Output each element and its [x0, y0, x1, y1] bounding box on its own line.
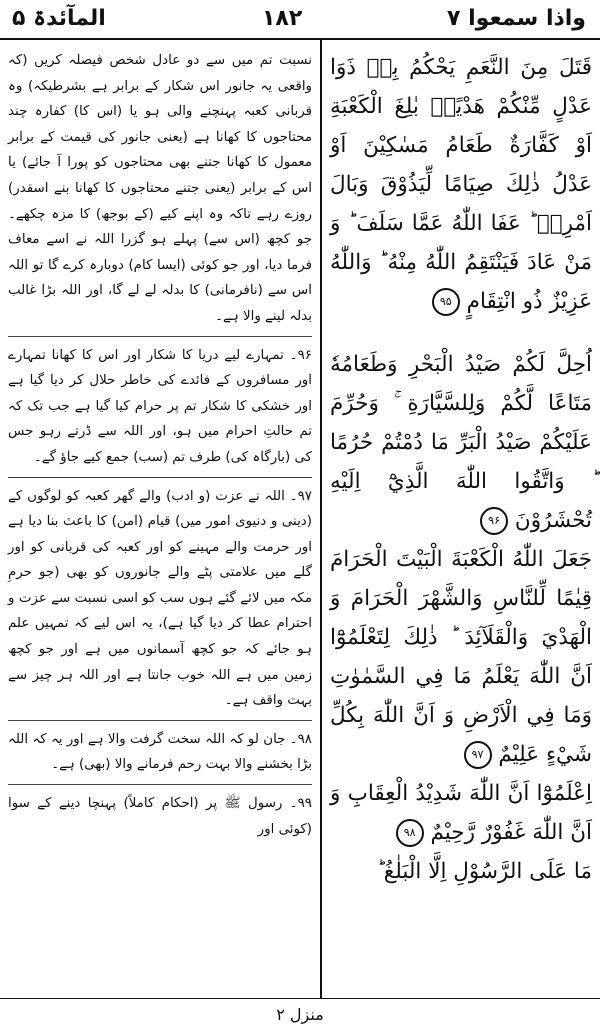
urdu-translation-column: [8, 48, 312, 846]
translation-paragraph: ۹۷۔ اللہ نے عزت (و ادب) والے گھر کعبہ کو لوگوں کے (دینی و دنیوی امور میں) قیام (امن) کا باعث بنا دیا ہے اور حرمت والے مہینے کو اور کعبہ کی قربانی کو اور گلے میں علامتی پٹے والے جانوروں کو بھی (جو حرمِ مکہ میں لائے گئے ہوں سب کو اسی نسبت سے عزت و احترام عطا کر دیا گیا ہے)، یہ اس لیے کہ تمہیں علم ہو جائے کہ جو کچھ آسمانوں میں ہے اور جو کچھ زمین میں ہے اللہ خوب جانتا ہے اور اللہ ہر چیز سے بہت واقف ہے۔: [8, 488, 312, 709]
ayah-95: [330, 48, 592, 321]
footer-rule: [0, 998, 600, 999]
ayah-text: قَتَلَ مِنَ النَّعَمِ يَحْكُمُ بِهٖ ذَوَا عَدْلٍ مِّنْكُمْ هَدْيًاۢ بٰلِغَ الْكَعْبَةِ اَوْ كَفَّارَةٌ طَعَامُ مَسٰكِيْنَ اَوْ عَدْلُ ذٰلِكَ صِيَامًا لِّيَذُوْقَ وَبَالَ اَمْرِهٖ ؕ عَفَا اللّٰهُ عَمَّا سَلَفَ ؕ وَ مَنْ عَادَ فَيَنْتَقِمُ اللّٰهُ مِنْهُ ؕ وَاللّٰهُ عَزِيْزٌ ذُو انْتِقَامٍ: [330, 55, 592, 314]
ayah-gap: [330, 321, 592, 345]
ayah-number-marker: ۹۷: [464, 741, 492, 769]
ayah-96: [330, 345, 592, 540]
paragraph-divider: [8, 784, 312, 785]
ayah-number-marker: ۹۵: [432, 288, 460, 316]
translation-paragraph: نسبت تم میں سے دو عادل شخص فیصلہ کریں (کہ واقعی یہ جانور اس شکار کے برابر ہے بشرطیکہ) وہ قربانی کعبہ پہنچنے والی ہو یا (اس کا) کفارہ چند محتاجوں کا کھانا ہے (یعنی جانور کی قیمت کے برابر معمول کا کھانا جتنے بھی محتاجوں کو پورا آ جائے) یا اس کے برابر (یعنی جتنے محتاجوں کا کھانا بنے اسقدر) روزے رہے تاکہ وہ اپنے کیے (کے بوجھ) کا مزہ چکھے۔ جو کچھ (اس سے) پہلے ہو گزرا اللہ نے اسے معاف فرما دیا، اور جو کوئی (ایسا کام) دوبارہ کرے گا تو اللہ اس سے (نافرمانی) کا بدلہ لے لے گا، اور اللہ بڑا غالب بدلہ لینے والا ہے۔: [8, 53, 312, 324]
ayah-number-marker: ۹۶: [480, 507, 508, 535]
ayah-98: [330, 774, 592, 852]
column-divider: [320, 40, 322, 998]
header-rule: [0, 38, 600, 40]
ayah-97: [330, 540, 592, 774]
paragraph-divider: [8, 336, 312, 337]
paragraph-divider: [8, 720, 312, 721]
translation-paragraph: ۹۹۔ رسول ﷺ پر (احکام کاملاً) پہنچا دینے کے سوا (کوئی اور: [8, 796, 312, 837]
translation-paragraph: ۹۶۔ تمہارے لیے دریا کا شکار اور اس کا کھانا تمہارے اور مسافروں کے فائدے کی خاطر حلال کر دیا گیا ہے اور خشکی کا شکار تم پر حرام کیا گیا ہے جب تک کہ تم حالتِ احرام میں ہو، اور اللہ سے ڈرتے رہو جس کی (بارگاہ کی) طرف تم (سب) جمع کیے جاؤ گے۔: [8, 347, 312, 465]
translation-paragraph: ۹۸۔ جان لو کہ اللہ سخت گرفت والا ہے اور یہ کہ اللہ بڑا بخشنے والا بہت رحم فرمانے والا (بھی) ہے۔: [8, 731, 312, 773]
arabic-text-column: [330, 48, 592, 891]
juz-name: واذا سمعوا ۷: [447, 6, 586, 31]
paragraph-divider: [8, 477, 312, 478]
page-number: ۱۸۲: [262, 6, 303, 31]
ayah-text: اُحِلَّ لَكُمْ صَيْدُ الْبَحْرِ وَطَعَامُهٗ مَتَاعًا لَّكُمْ وَلِلسَّيَّارَةِ ۚ وَحُرِّمَ عَلَيْكُمْ صَيْدُ الْبَرِّ مَا دُمْتُمْ حُرُمًا ؕ وَاتَّقُوا اللّٰهَ الَّذِيْٓ اِلَيْهِ تُحْشَرُوْنَ: [330, 352, 592, 533]
ayah-number-marker: ۹۸: [396, 819, 424, 847]
ayah-99-start: [330, 852, 592, 891]
page-header: [0, 0, 600, 38]
ayah-text: جَعَلَ اللّٰهُ الْكَعْبَةَ الْبَيْتَ الْحَرَامَ قِيٰمًا لِّلنَّاسِ وَالشَّهْرَ الْحَرَامَ وَ الْهَدْيَ وَالْقَلَآئِدَ ؕ ذٰلِكَ لِتَعْلَمُوْٓا اَنَّ اللّٰهَ يَعْلَمُ مَا فِي السَّمٰوٰتِ وَمَا فِي الْاَرْضِ وَ اَنَّ اللّٰهَ بِكُلِّ شَيْءٍ عَلِيْمٌ: [330, 547, 592, 767]
surah-name: المآئدۃ ۵: [12, 6, 106, 31]
ayah-text: مَا عَلَى الرَّسُوْلِ اِلَّا الْبَلٰغُ ؕ: [376, 859, 592, 884]
ayah-text: اِعْلَمُوْٓا اَنَّ اللّٰهَ شَدِيْدُ الْعِقَابِ وَ اَنَّ اللّٰهَ غَفُوْرٌ رَّحِيْمٌ: [330, 781, 592, 845]
manzil-footer: منزل ۲: [276, 1005, 324, 1024]
